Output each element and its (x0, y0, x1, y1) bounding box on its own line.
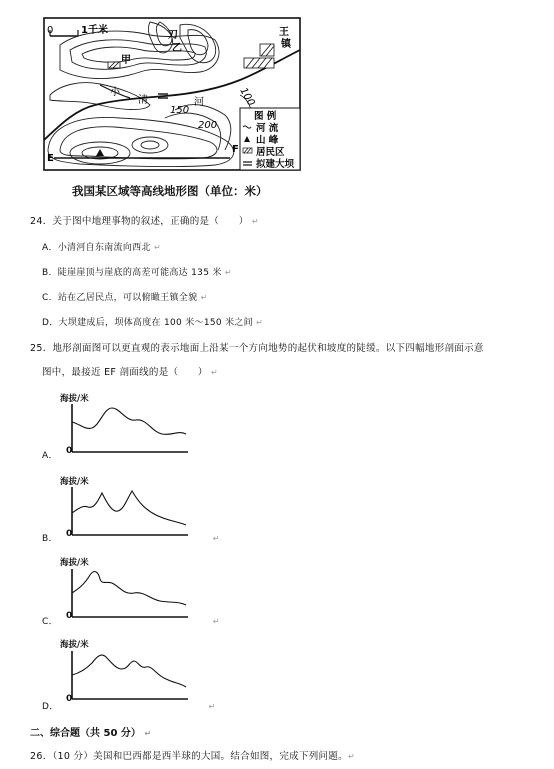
label-qing: 清 (138, 95, 148, 106)
label-wang: 王 (279, 27, 289, 38)
legend-dam: 拟建大坝 (256, 159, 295, 170)
legend-settlement: 居民区 (256, 147, 285, 158)
q25-stem-line1: 25．地形剖面图可以更直观的表示地面上沿某一个方向地势的起伏和坡度的陡缓。以下四幅地形剖面示意 (30, 343, 484, 354)
q25-stem-line2: 图中，最接近 EF 剖面线的是（ ） ↵ (42, 367, 219, 378)
graph-a-zero: 0 (66, 446, 73, 456)
scale-bar (50, 30, 78, 36)
wangzhen-settlement-icon (244, 44, 274, 68)
contour-lines (48, 22, 252, 167)
label-contour-150: 150 (170, 105, 190, 116)
graph-c-profile (72, 572, 186, 605)
label-contour-100: 100 (237, 86, 257, 109)
scale-zero: 0 (47, 25, 54, 36)
label-jia: 甲 (121, 55, 131, 66)
graph-d-ylabel: 海拔/米 (60, 640, 89, 650)
graph-a-letter: A． (42, 451, 58, 461)
q24-option-d: D．大坝建成后，坝体高度在 100 米～150 米之间 ↵ (42, 318, 264, 328)
contour-map (0, 0, 554, 210)
legend-title: 图 例 (254, 111, 277, 122)
label-zhen: 镇 (281, 39, 291, 50)
q24-stem: 24．关于图中地理事物的叙述，正确的是（ ） ↵ (30, 216, 259, 227)
section-2-title: 二、综合题（共 50 分） ↵ (30, 728, 152, 739)
label-he: 河 (194, 97, 204, 108)
graph-b-profile (72, 491, 186, 525)
q24-option-c: C．站在乙居民点，可以俯瞰王镇全貌 ↵ (42, 293, 208, 303)
graph-b-ylabel: 海拔/米 (60, 477, 89, 487)
label-f: F (232, 144, 239, 155)
graph-a (60, 400, 190, 460)
graph-d (60, 647, 190, 707)
graph-c-zero: 0 (66, 611, 73, 621)
map-caption: 我国某区域等高线地形图（单位：米） (72, 184, 268, 198)
legend-settlement-icon (243, 148, 252, 153)
scale-label: 1千米 (81, 25, 108, 36)
graph-a-profile (72, 408, 186, 434)
graph-d-zero: 0 (66, 694, 73, 704)
graph-d-profile (72, 655, 186, 687)
legend-peak: 山 峰 (256, 135, 279, 146)
graph-b-letter: B． ↵ (42, 534, 220, 544)
peak-icon (96, 149, 104, 156)
label-yi: 乙 (172, 43, 182, 54)
q24-option-b: B．陡崖崖顶与崖底的高差可能高达 135 米 ↵ (42, 268, 232, 278)
q26-stem: 26．（10 分）美国和巴西都是西半球的大国。结合如图，完成下列问题。↵ (30, 751, 355, 762)
settlement-icon (108, 62, 120, 68)
label-contour-200: 200 (198, 120, 218, 131)
graph-b-zero: 0 (66, 529, 73, 539)
graph-a-ylabel: 海拔/米 (60, 394, 89, 404)
graph-c-ylabel: 海拔/米 (60, 558, 89, 568)
legend-river: 河 流 (256, 123, 279, 134)
graph-c-letter: C． ↵ (42, 617, 220, 627)
q24-option-a: A．小清河自东南流向西北 ↵ (42, 243, 161, 253)
label-e: E (47, 153, 54, 164)
label-xiao: 小 (110, 87, 120, 98)
graph-d-letter: D． ↵ (42, 702, 216, 712)
label-dao: 刀 (168, 30, 178, 41)
